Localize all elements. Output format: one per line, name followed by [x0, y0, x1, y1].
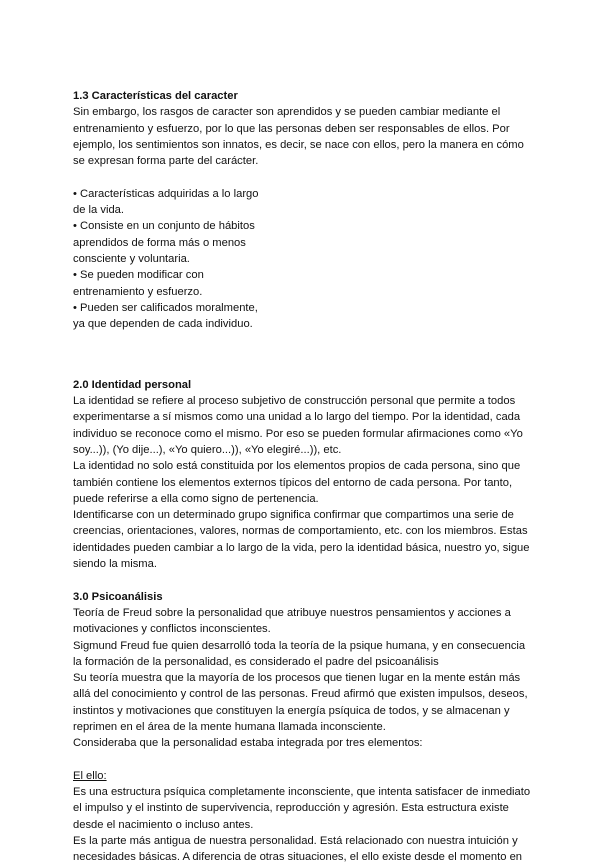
paragraph-line: instintos y motivaciones que constituyen la energía psíquica de todos, y se almacenan y [73, 704, 510, 717]
paragraph-line: individuo se reconoce como el mismo. Por eso se pueden formular afirmaciones como «Yo [73, 427, 523, 440]
spacer [73, 332, 533, 348]
spacer [73, 572, 533, 588]
bullet-line: • Consiste en un conjunto de hábitos [73, 220, 255, 233]
paragraph-line: Consideraba que la personalidad estaba integrada por tres elementos: [73, 737, 423, 750]
bullet-line: aprendidos de forma más o menos [73, 236, 246, 249]
paragraph-line: experimentarse a sí mismos como una unidad a lo largo del tiempo. Por la identidad, cada [73, 411, 521, 424]
bullet-line: ya que dependen de cada individuo. [73, 318, 253, 331]
section-heading-psicoanalisis: 3.0 Psicoanálisis [73, 590, 163, 603]
bullet-line: • Se pueden modificar con [73, 269, 204, 282]
spacer [73, 349, 533, 377]
paragraph-line: La identidad se refiere al proceso subjetivo de construcción personal que permite a todos [73, 395, 516, 408]
bullet-line: • Características adquiridas a lo largo [73, 187, 259, 200]
paragraph-line: creencias, orientaciones, valores, normas de comportamiento, etc. con los miembros. Estas [73, 525, 528, 538]
paragraph-line: Es una estructura psíquica completamente inconsciente, que intenta satisfacer de inmediato [73, 786, 531, 799]
paragraph-line: Sigmund Freud fue quien desarrolló toda la teoría de la psique humana, y en consecuencia [73, 639, 526, 652]
bullet-line: de la vida. [73, 204, 124, 217]
paragraph-line: Teoría de Freud sobre la personalidad que atribuye nuestros pensamientos y acciones a [73, 606, 511, 619]
paragraph-line: motivaciones y conflictos inconscientes. [73, 623, 271, 636]
paragraph-line: Identificarse con un determinado grupo significa confirmar que compartimos una serie de [73, 509, 514, 522]
paragraph-line: Es la parte más antigua de nuestra personalidad. Está relacionado con nuestra intuición y [73, 835, 518, 848]
paragraph-line: soy...)), (Yo dije...), «Yo quiero...)), «Yo elegiré...)), etc. [73, 443, 342, 456]
paragraph-line: siendo la misma. [73, 558, 157, 571]
paragraph-line: el impulso y el instinto de supervivencia, reproducción y agresión. Esta estructura existe [73, 802, 509, 815]
paragraph-line: identidades pueden cambiar a lo largo de la vida, pero la identidad básica, nuestro yo, sigue [73, 541, 530, 554]
paragraph-line: Su teoría muestra que la mayoría de los procesos que tienen lugar en la mente están más [73, 672, 521, 685]
paragraph-line: Sin embargo, los rasgos de caracter son aprendidos y se pueden cambiar mediante el [73, 106, 501, 119]
paragraph-line: también contiene los elementos externos típicos del entorno de cada persona. Por tanto, [73, 476, 513, 489]
paragraph-line: desde el nacimiento o incluso antes. [73, 818, 254, 831]
section-heading-caracteristicas: 1.3 Características del caracter [73, 90, 238, 102]
paragraph-line: ejemplo, los sentimientos son innatos, es decir, se nace con ellos, pero la manera en cómo [73, 138, 524, 151]
paragraph-line: necesidades básicas. A diferencia de otras situaciones, el ello existe desde el momento en [73, 851, 523, 864]
bullet-line: consciente y voluntaria. [73, 252, 190, 265]
paragraph-line: La identidad no solo está constituida por los elementos propios de cada persona, sino que [73, 460, 521, 473]
subheading-el-ello: El ello: [73, 769, 107, 782]
section-heading-identidad: 2.0 Identidad personal [73, 378, 192, 391]
bullet-line: entrenamiento y esfuerzo. [73, 285, 203, 298]
paragraph-line: allá del conocimiento y control de las personas. Freud afirmó que existen impulsos, deseos, [73, 688, 528, 701]
paragraph-line: puede referirse a ella como signo de pertenencia. [73, 492, 319, 505]
document-page [73, 88, 533, 866]
paragraph-line: entrenamiento y esfuerzo, por lo que las personas deben ser responsables de ellos. Por [73, 122, 510, 135]
paragraph-line: se expresan forma parte del carácter. [73, 155, 259, 168]
spacer [73, 169, 533, 185]
spacer [73, 752, 533, 768]
paragraph-line: la formación de la personalidad, es considerado el padre del psicoanálisis [73, 655, 439, 668]
paragraph-line: reprimen en el área de la mente humana llamada inconsciente. [73, 720, 386, 733]
bullet-line: • Pueden ser calificados moralmente, [73, 301, 258, 314]
